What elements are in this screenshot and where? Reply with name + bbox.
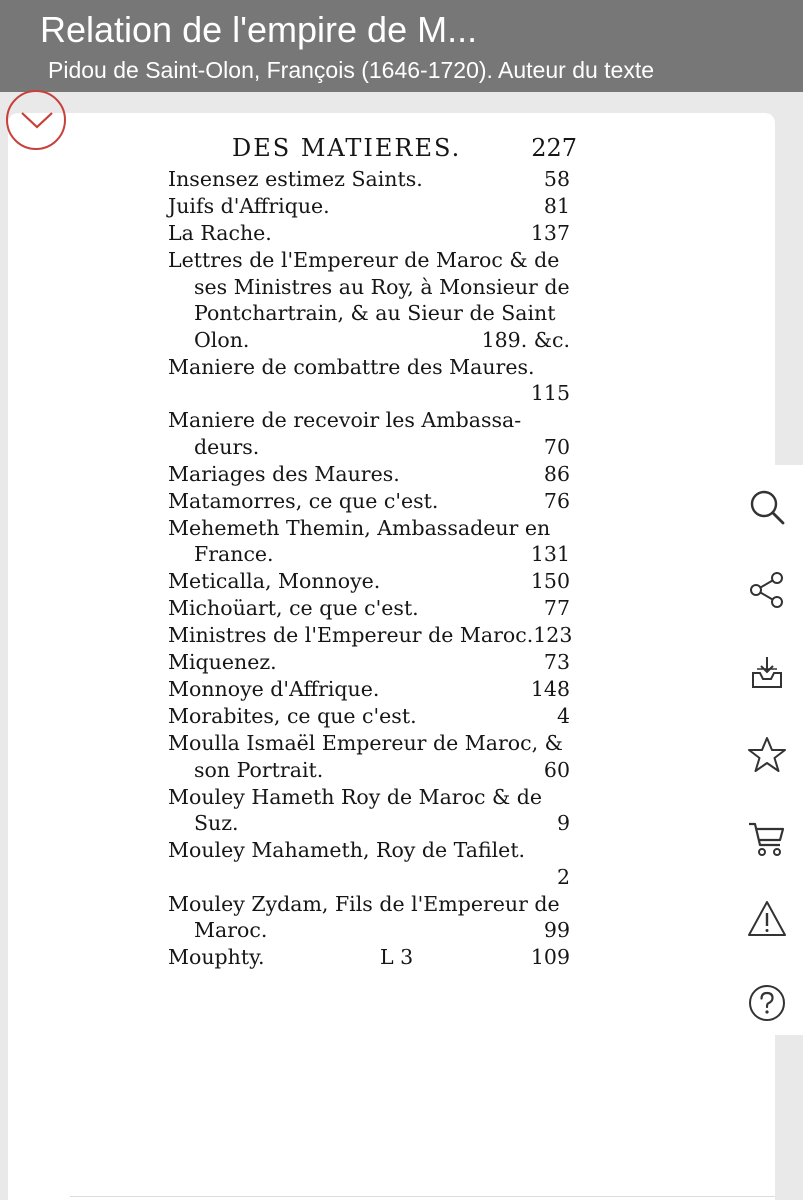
document-title[interactable]: Relation de l'empire de M... <box>40 9 478 50</box>
entry-text: Juifs d'Affrique. <box>168 194 330 218</box>
entry-text: Morabites, ce que c'est. <box>168 704 417 728</box>
download-button[interactable] <box>745 651 789 695</box>
cart-button[interactable] <box>745 817 789 861</box>
entry-text: Maniere de recevoir les Ambassa- <box>168 408 522 432</box>
index-entry <box>168 891 570 944</box>
star-icon <box>747 735 787 775</box>
entry-text: Suz. <box>194 811 239 835</box>
entry-text: Meticalla, Monnoye. <box>168 569 381 593</box>
entry-text: ses Ministres au Roy, à Monsieur de <box>194 274 570 299</box>
search-button[interactable] <box>745 485 789 529</box>
index-entry <box>168 784 570 837</box>
index-entry <box>168 944 570 971</box>
entry-page-number: 4 <box>556 704 570 728</box>
entry-page-number: 131 <box>530 542 570 566</box>
signature-mark: L 3 <box>380 945 414 969</box>
index-entry <box>168 703 570 730</box>
index-entry <box>168 837 570 890</box>
entry-text: Pontchartrain, & au Sieur de Saint <box>194 301 556 325</box>
entry-page-number: 76 <box>543 488 570 513</box>
page-bottom-rule <box>70 1196 775 1197</box>
warning-icon <box>747 899 787 939</box>
entry-text: Matamorres, ce que c'est. <box>168 488 439 513</box>
entry-page-number: 99 <box>543 918 570 942</box>
entry-text: Insensez estimez Saints. <box>168 167 423 191</box>
entry-text: Moulla Ismaël Empereur de Maroc, & <box>168 731 563 755</box>
index-entry <box>168 407 570 460</box>
index-entry <box>168 622 573 649</box>
entry-page-number: 123 <box>533 623 573 647</box>
report-button[interactable] <box>745 897 789 941</box>
entry-text: son Portrait. <box>194 757 324 782</box>
entry-page-number: 58 <box>543 167 570 191</box>
entry-text: deurs. <box>194 434 260 459</box>
entry-text: Lettres de l'Empereur de Maroc & de <box>168 248 560 272</box>
collapse-header-button[interactable] <box>6 90 66 150</box>
index-entry <box>168 247 570 353</box>
entry-page-number: 73 <box>543 650 570 674</box>
entry-page-number: 189. &c. <box>481 327 570 352</box>
index-entry <box>168 166 570 193</box>
index-entry <box>168 354 570 407</box>
page-number: 227 <box>531 134 577 162</box>
running-head <box>232 134 577 162</box>
index-entry <box>168 595 570 622</box>
entry-text: Michoüart, ce que c'est. <box>168 596 419 620</box>
help-icon <box>747 983 787 1023</box>
entry-text: Mouley Zydam, Fils de l'Empereur de <box>168 891 560 916</box>
entry-page-number: 81 <box>543 194 570 218</box>
share-icon <box>747 570 787 610</box>
entry-page-number: 150 <box>530 569 570 593</box>
cart-icon <box>747 819 787 859</box>
index-entry <box>168 730 570 783</box>
index-entry <box>168 515 570 568</box>
entry-text: Ministres de l'Empereur de Maroc. <box>168 623 534 647</box>
index-entry <box>168 193 570 220</box>
entry-page-number: 115 <box>530 381 570 405</box>
index-entry <box>168 676 570 703</box>
entry-page-number: 148 <box>530 677 570 701</box>
document-author[interactable]: Pidou de Saint-Olon, François (1646-1720). Auteur du texte <box>48 57 655 83</box>
entry-text: Mehemeth Themin, Ambassadeur en <box>168 515 551 540</box>
entry-page-number: 60 <box>543 757 570 782</box>
entry-text: Maroc. <box>194 918 268 942</box>
search-icon <box>747 487 787 527</box>
app-header <box>0 0 803 92</box>
chevron-down-icon <box>20 110 54 130</box>
side-toolbar <box>731 465 803 1035</box>
share-button[interactable] <box>745 568 789 612</box>
entry-text: Miquenez. <box>168 650 277 674</box>
index-entry <box>168 568 570 595</box>
scanned-page <box>168 130 588 1000</box>
download-icon <box>747 653 787 693</box>
entry-page-number: 2 <box>556 864 570 889</box>
help-button[interactable] <box>745 981 789 1025</box>
entry-text: France. <box>194 542 274 566</box>
index-entry <box>168 649 570 676</box>
entry-text: Mouley Hameth Roy de Maroc & de <box>168 784 542 809</box>
entry-text: Monnoye d'Affrique. <box>168 677 380 701</box>
entry-text: Mouphty. <box>168 945 265 969</box>
running-head-title: DES MATIERES. <box>232 134 462 162</box>
entry-text: La Rache. <box>168 221 272 245</box>
entry-text: Olon. <box>194 327 250 352</box>
index-entry <box>168 461 570 488</box>
entry-text: Maniere de combattre des Maures. <box>168 354 535 379</box>
index-entry <box>168 488 570 515</box>
favorite-button[interactable] <box>745 733 789 777</box>
entry-page-number: 70 <box>543 434 570 459</box>
entry-page-number: 137 <box>530 221 570 245</box>
entry-page-number: 86 <box>543 461 570 486</box>
entry-page-number: 77 <box>543 596 570 620</box>
entry-page-number: 109 <box>530 945 570 969</box>
entry-page-number: 9 <box>556 811 570 835</box>
entry-text: Mouley Mahameth, Roy de Tafilet. <box>168 838 526 862</box>
entry-text: Mariages des Maures. <box>168 461 400 486</box>
index-entry <box>168 220 570 247</box>
